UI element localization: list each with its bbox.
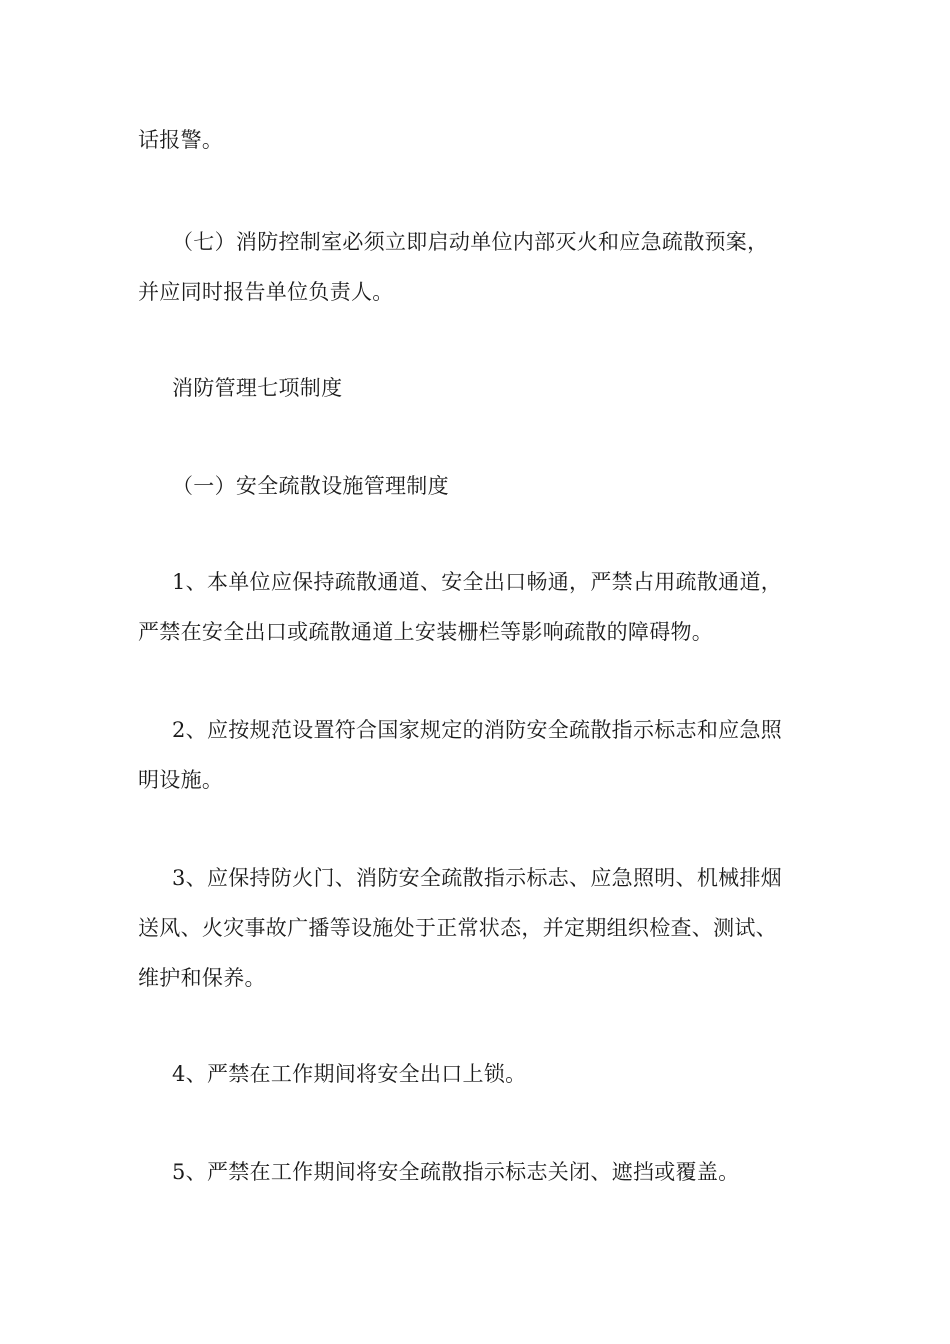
item-3-line-3: 维护和保养。 xyxy=(138,966,266,990)
item-1-line-1: 1、本单位应保持疏散通道、安全出口畅通，严禁占用疏散通道， xyxy=(172,570,783,594)
item-3-line-1: 3、应保持防火门、消防安全疏散指示标志、应急照明、机械排烟 xyxy=(172,866,783,890)
item-4-line-1: 4、严禁在工作期间将安全出口上锁。 xyxy=(172,1062,527,1086)
section-heading: 消防管理七项制度 xyxy=(172,376,343,400)
paragraph-7-line-1: （七）消防控制室必须立即启动单位内部灭火和应急疏散预案， xyxy=(172,230,769,254)
paragraph-continuation-line: 话报警。 xyxy=(138,128,224,152)
paragraph-7-line-2: 并应同时报告单位负责人。 xyxy=(138,280,394,304)
item-5-line-1: 5、严禁在工作期间将安全疏散指示标志关闭、遮挡或覆盖。 xyxy=(172,1160,740,1184)
item-3-line-2: 送风、火灾事故广播等设施处于正常状态，并定期组织检查、测试、 xyxy=(138,916,777,940)
subsection-heading: （一）安全疏散设施管理制度 xyxy=(172,474,449,498)
item-1-line-2: 严禁在安全出口或疏散通道上安装栅栏等影响疏散的障碍物。 xyxy=(138,620,714,644)
item-2-line-1: 2、应按规范设置符合国家规定的消防安全疏散指示标志和应急照 xyxy=(172,718,783,742)
item-2-line-2: 明设施。 xyxy=(138,768,224,792)
